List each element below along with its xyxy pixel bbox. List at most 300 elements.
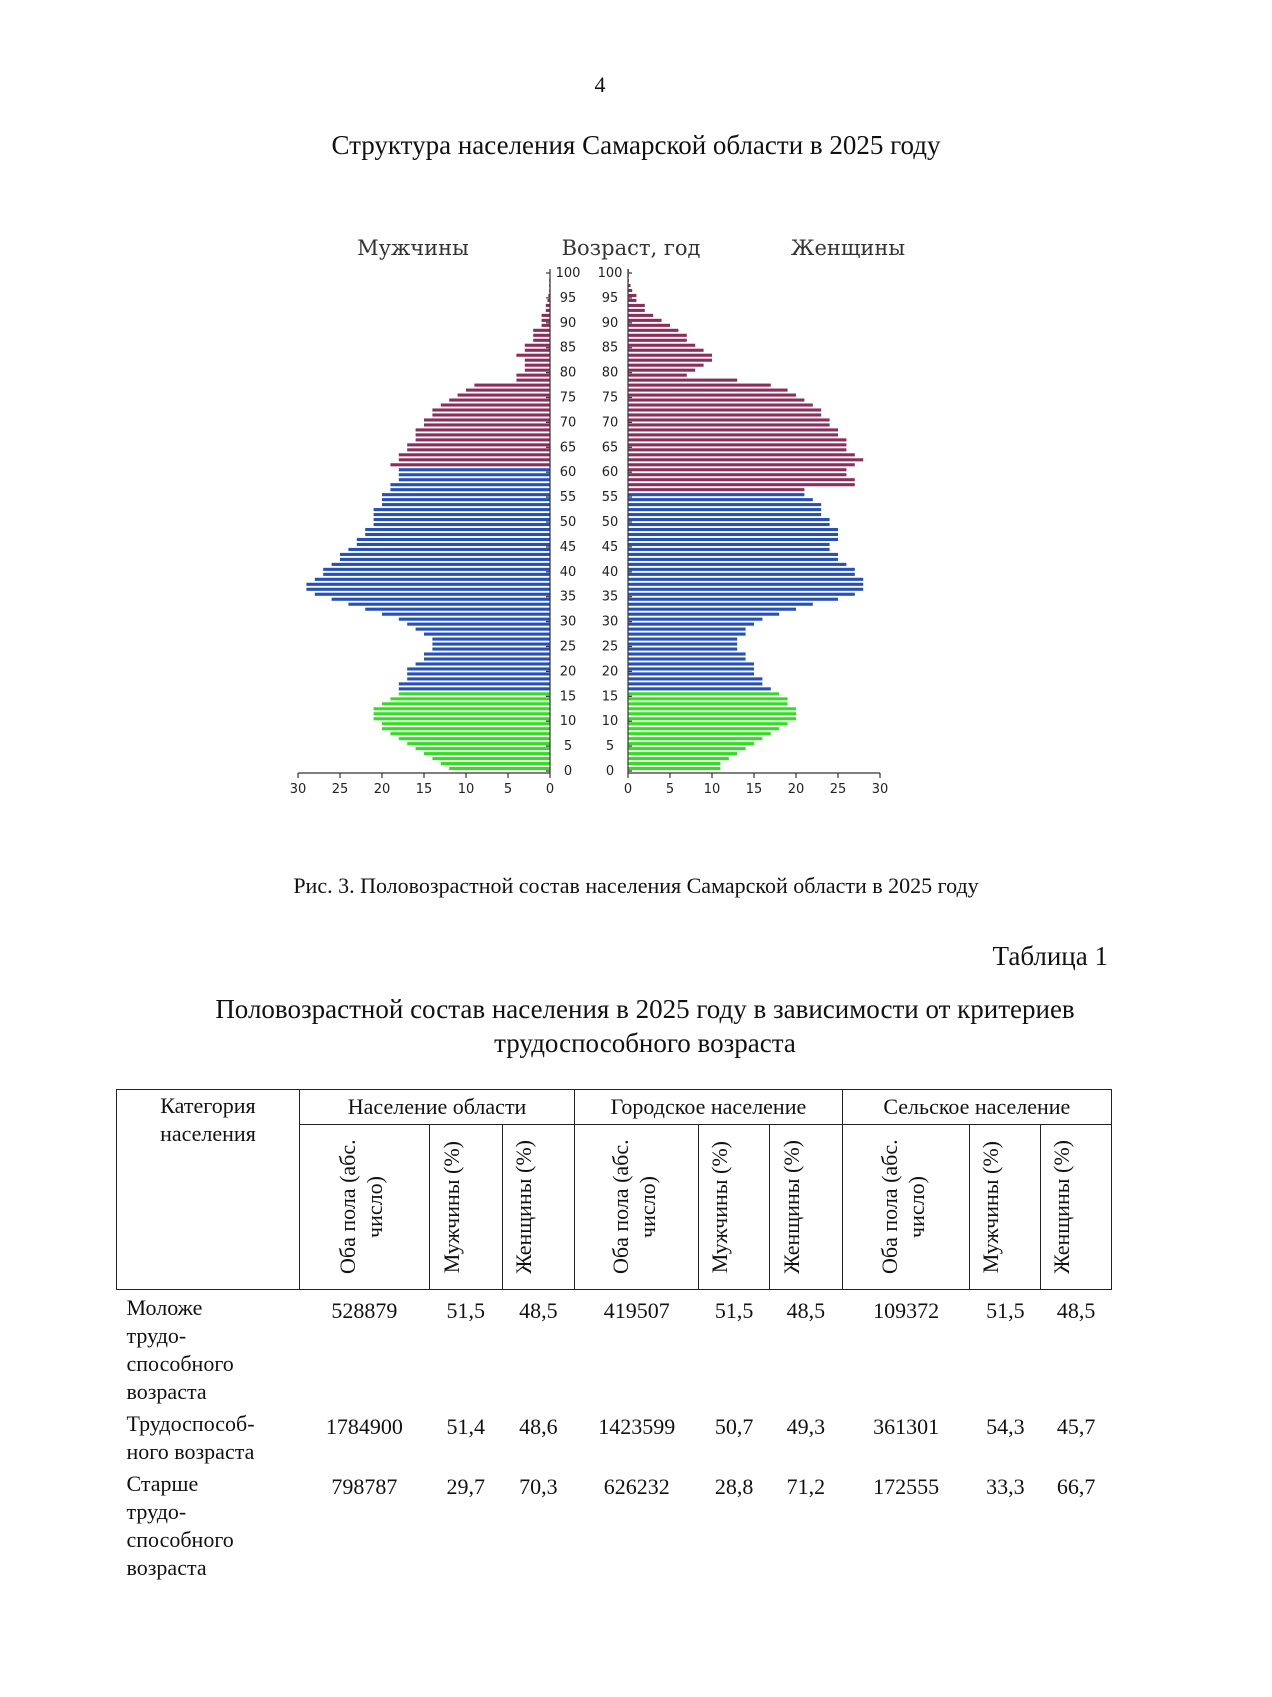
- male-bar: [399, 473, 550, 476]
- female-bar: [628, 354, 712, 357]
- male-bar: [365, 528, 550, 531]
- male-bar: [516, 379, 550, 382]
- header-both-sexes: Оба пола (абс. число): [607, 1139, 660, 1275]
- header-group-urban: Городское население: [575, 1090, 842, 1125]
- male-bar: [382, 722, 550, 725]
- female-bar: [628, 707, 796, 710]
- cell: 1423599: [598, 1414, 676, 1439]
- header-group-rural: Сельское население: [842, 1090, 1111, 1125]
- male-bar: [407, 667, 550, 670]
- cell: 51,5: [986, 1298, 1025, 1323]
- cell: 48,6: [519, 1414, 558, 1439]
- female-bar: [628, 578, 863, 581]
- female-bar: [628, 389, 788, 392]
- female-bar: [628, 732, 771, 735]
- male-bar: [525, 359, 550, 362]
- female-bar: [628, 543, 830, 546]
- age-tick-label: 35: [559, 589, 577, 605]
- age-tick-label: 30: [559, 614, 577, 630]
- male-bar: [382, 613, 550, 616]
- cell: 28,8: [714, 1474, 754, 1499]
- age-tick-label: 50: [601, 515, 619, 530]
- age-tick-label: 65: [559, 440, 577, 456]
- cell: 51,5: [446, 1298, 485, 1323]
- male-bar: [432, 643, 550, 646]
- x-tick-label: 30: [289, 782, 307, 797]
- age-tick-label: 95: [559, 290, 577, 306]
- cell: 50,7: [714, 1414, 754, 1439]
- male-bar: [390, 483, 550, 486]
- female-bar: [628, 329, 678, 332]
- male-bar: [441, 403, 550, 406]
- female-bar: [628, 324, 670, 327]
- female-bar: [628, 523, 830, 526]
- age-tick-label: 25: [601, 639, 619, 655]
- female-bar: [628, 339, 687, 342]
- x-tick-label: 0: [545, 782, 555, 797]
- female-bar: [628, 598, 838, 601]
- female-bar: [628, 742, 754, 745]
- age-tick-label: 75: [559, 390, 577, 406]
- cell: 798787: [331, 1474, 398, 1499]
- female-bar: [628, 623, 754, 626]
- age-tick-label: 15: [601, 689, 619, 705]
- male-bar: [399, 687, 550, 690]
- female-bar: [628, 518, 830, 521]
- male-bar: [432, 408, 550, 411]
- male-bar: [542, 324, 550, 327]
- male-bar: [315, 593, 550, 596]
- female-bar: [628, 468, 846, 471]
- female-bar: [628, 568, 855, 571]
- female-bar: [628, 608, 796, 611]
- male-bar: [416, 438, 550, 441]
- age-tick-label: 10: [601, 714, 619, 730]
- age-tick-label: 10: [559, 714, 577, 730]
- male-bar: [533, 334, 550, 337]
- female-bar: [628, 558, 838, 561]
- female-bar: [628, 747, 746, 750]
- age-tick-label: 70: [601, 415, 619, 431]
- male-bar: [306, 583, 550, 586]
- row-category: Моложе трудо-способного возраста: [126, 1295, 234, 1404]
- male-bar: [374, 523, 550, 526]
- male-bar: [382, 727, 550, 730]
- male-bar: [407, 677, 550, 680]
- age-tick-label: 85: [559, 340, 577, 356]
- header-group-region: Население области: [299, 1090, 574, 1125]
- cell: 51,5: [714, 1298, 754, 1323]
- age-tick-label: 35: [601, 589, 619, 605]
- age-tick-label: 45: [601, 539, 619, 555]
- female-bar: [628, 687, 771, 690]
- female-bar: [628, 712, 796, 715]
- header-category: Категория населения: [117, 1090, 300, 1290]
- female-bar: [628, 334, 687, 337]
- age-tick-label: 40: [559, 564, 577, 580]
- male-bar: [340, 558, 550, 561]
- age-tick-label: 90: [559, 315, 577, 331]
- female-bar: [628, 349, 704, 352]
- female-bar: [628, 493, 804, 496]
- female-bar: [628, 448, 846, 451]
- female-bar: [628, 478, 855, 481]
- male-bar: [399, 737, 550, 740]
- male-bar: [546, 304, 550, 307]
- male-bar: [424, 752, 550, 755]
- male-bar: [399, 682, 550, 685]
- male-bar: [474, 384, 550, 387]
- female-bar: [628, 628, 746, 631]
- header-men-pct: Мужчины (%): [978, 1140, 1004, 1274]
- female-bar: [628, 563, 846, 566]
- male-bar: [374, 712, 550, 715]
- female-bar: [628, 463, 855, 466]
- data-table: [116, 1089, 1112, 1582]
- female-bar: [628, 657, 746, 660]
- male-bar: [516, 354, 550, 357]
- female-bar: [628, 369, 695, 372]
- x-tick-label: 25: [829, 782, 847, 797]
- cell: 29,7: [446, 1474, 485, 1499]
- age-tick-label: 100: [555, 266, 581, 281]
- female-bar: [628, 647, 737, 650]
- population-pyramid-chart: [289, 225, 940, 865]
- female-bar: [628, 767, 720, 770]
- female-bar: [628, 722, 788, 725]
- female-bar: [628, 433, 838, 436]
- age-tick-label: 40: [601, 564, 619, 580]
- female-bar: [628, 638, 737, 641]
- male-bar: [390, 732, 550, 735]
- cell: 528879: [331, 1298, 398, 1323]
- female-bar: [628, 379, 737, 382]
- female-bar: [628, 294, 636, 297]
- female-bar: [628, 697, 788, 700]
- female-bars: [628, 269, 863, 770]
- male-bar: [407, 443, 550, 446]
- female-bar: [628, 652, 746, 655]
- male-bar: [424, 657, 550, 660]
- male-bar: [542, 314, 550, 317]
- male-bar: [399, 468, 550, 471]
- male-bar: [390, 697, 550, 700]
- cell: 109372: [873, 1298, 940, 1323]
- female-bar: [628, 613, 779, 616]
- male-bar: [399, 478, 550, 481]
- header-men-pct: Мужчины (%): [707, 1140, 733, 1274]
- x-tick-label: 10: [703, 782, 721, 797]
- table-row: [117, 1406, 1112, 1466]
- age-tick-label: 60: [559, 465, 577, 481]
- male-bar: [546, 309, 550, 312]
- female-bar: [628, 737, 762, 740]
- age-tick-label: 100: [597, 266, 623, 281]
- male-bar: [399, 618, 550, 621]
- female-bar: [628, 398, 804, 401]
- male-bar: [374, 518, 550, 521]
- male-bar: [424, 652, 550, 655]
- cell: 48,5: [786, 1298, 826, 1323]
- male-bar: [416, 628, 550, 631]
- female-bar: [628, 394, 796, 397]
- male-bar: [332, 598, 550, 601]
- female-bar: [628, 359, 712, 362]
- female-bar: [628, 319, 662, 322]
- cell: 172555: [873, 1474, 940, 1499]
- age-tick-label: 95: [601, 290, 619, 306]
- male-bar: [374, 513, 550, 516]
- female-bar: [628, 438, 846, 441]
- male-bar: [525, 369, 550, 372]
- x-tick-label: 15: [415, 782, 433, 797]
- male-bar: [348, 603, 550, 606]
- female-bar: [628, 498, 813, 501]
- male-bar: [357, 543, 550, 546]
- age-tick-label: 30: [601, 614, 619, 630]
- age-tick-label: 15: [559, 689, 577, 705]
- female-bar: [628, 618, 762, 621]
- female-bar: [628, 508, 821, 511]
- header-women-pct: Женщины (%): [778, 1140, 804, 1274]
- female-bar: [628, 662, 754, 665]
- table-row: [117, 1290, 1112, 1407]
- cell: 48,5: [1056, 1298, 1096, 1323]
- male-bar: [348, 548, 550, 551]
- label-age: Возраст, год: [561, 236, 701, 260]
- female-bar: [628, 289, 632, 292]
- female-bar: [628, 727, 779, 730]
- x-tick-label: 25: [331, 782, 349, 797]
- female-bar: [628, 503, 821, 506]
- label-women: Женщины: [790, 236, 906, 260]
- female-bar: [628, 299, 636, 302]
- male-bar: [382, 503, 550, 506]
- female-bar: [628, 667, 754, 670]
- male-bar: [525, 344, 550, 347]
- female-bar: [628, 553, 838, 556]
- age-tick-label: 75: [601, 390, 619, 406]
- label-men: Мужчины: [357, 236, 469, 260]
- female-bar: [628, 583, 863, 586]
- female-bar: [628, 443, 846, 446]
- male-bar: [365, 608, 550, 611]
- x-tick-label: 20: [373, 782, 391, 797]
- cell: 45,7: [1056, 1414, 1096, 1439]
- cell: 419507: [603, 1298, 670, 1323]
- female-bar: [628, 677, 762, 680]
- age-tick-label: 55: [559, 490, 577, 506]
- male-bar: [441, 762, 550, 765]
- header-men-pct: Мужчины (%): [438, 1140, 464, 1274]
- male-bar: [407, 448, 550, 451]
- male-bar: [323, 573, 550, 576]
- male-bar: [432, 647, 550, 650]
- age-tick-label: 20: [559, 664, 577, 680]
- female-bar: [628, 702, 788, 705]
- cell: 48,5: [519, 1298, 558, 1323]
- figure-caption: Рис. 3. Половозрастной состав населения Самарской области в 2025 году: [293, 873, 979, 898]
- female-bar: [628, 453, 855, 456]
- male-bar: [516, 374, 550, 377]
- female-bar: [628, 633, 746, 636]
- male-bar: [525, 364, 550, 367]
- male-bar: [533, 329, 550, 332]
- male-bar: [432, 638, 550, 641]
- male-bar: [416, 428, 550, 431]
- row-category: Трудоспособ-ного возраста: [126, 1411, 255, 1464]
- male-bar: [525, 349, 550, 352]
- female-bar: [628, 473, 846, 476]
- male-bar: [407, 623, 550, 626]
- male-bar: [357, 538, 550, 541]
- x-tick-label: 0: [623, 782, 633, 797]
- male-bar: [416, 662, 550, 665]
- age-tick-label: 80: [601, 365, 619, 381]
- cell: 71,2: [786, 1474, 826, 1499]
- header-both-sexes: Оба пола (абс. число): [335, 1139, 388, 1275]
- x-tick-label: 5: [503, 782, 513, 797]
- female-bar: [628, 403, 813, 406]
- male-bar: [424, 633, 550, 636]
- female-bar: [628, 757, 729, 760]
- female-bar: [628, 752, 737, 755]
- table-row: [117, 1466, 1112, 1582]
- age-tick-label: 25: [559, 639, 577, 655]
- female-bar: [628, 538, 838, 541]
- age-tick-label: 55: [601, 490, 619, 506]
- female-bar: [628, 692, 779, 695]
- female-bar: [628, 488, 804, 491]
- male-bar: [432, 413, 550, 416]
- female-bar: [628, 603, 813, 606]
- age-tick-label: 20: [601, 664, 619, 680]
- female-bar: [628, 593, 855, 596]
- cell: 1784900: [325, 1414, 403, 1439]
- male-bar: [449, 398, 550, 401]
- age-tick-label: 85: [601, 340, 619, 356]
- cell: 66,7: [1056, 1474, 1096, 1499]
- female-bar: [628, 314, 653, 317]
- male-bar: [458, 394, 550, 397]
- male-bar: [399, 458, 550, 461]
- female-bar: [628, 717, 796, 720]
- header-women-pct: Женщины (%): [511, 1140, 537, 1274]
- female-bar: [628, 423, 830, 426]
- age-tick-label: 45: [559, 539, 577, 555]
- male-bar: [399, 692, 550, 695]
- female-bar: [628, 309, 645, 312]
- female-bar: [628, 408, 821, 411]
- female-bar: [628, 304, 645, 307]
- male-bar: [374, 707, 550, 710]
- male-bar: [416, 433, 550, 436]
- cell: 626232: [603, 1474, 670, 1499]
- cell: 361301: [873, 1414, 940, 1439]
- header-both-sexes: Оба пола (абс. число): [877, 1139, 930, 1275]
- male-bar: [466, 389, 550, 392]
- female-bar: [628, 682, 762, 685]
- male-bar: [399, 453, 550, 456]
- male-bar: [374, 717, 550, 720]
- age-tick-label: 5: [563, 739, 573, 755]
- row-category: Старше трудо-способного возраста: [126, 1471, 234, 1580]
- female-bar: [628, 643, 737, 646]
- age-tick-label: 70: [559, 415, 577, 431]
- male-bar: [407, 742, 550, 745]
- cell: 54,3: [986, 1414, 1025, 1439]
- male-bar: [323, 568, 550, 571]
- cell: 49,3: [786, 1414, 826, 1439]
- female-bar: [628, 762, 720, 765]
- male-bar: [390, 488, 550, 491]
- age-tick-label: 90: [601, 315, 619, 331]
- male-bar: [382, 498, 550, 501]
- age-tick-label: 0: [605, 764, 615, 779]
- female-bar: [628, 458, 863, 461]
- table-title: Половозрастной состав населения в 2025 году в зависимости от критериев трудоспособного возраста: [215, 994, 1075, 1058]
- female-bar: [628, 573, 855, 576]
- table-label: Таблица 1: [992, 941, 1108, 971]
- male-bar: [416, 747, 550, 750]
- female-bar: [628, 374, 687, 377]
- male-bar: [533, 339, 550, 342]
- male-bar: [382, 493, 550, 496]
- male-bar: [374, 508, 550, 511]
- page-heading: Структура населения Самарской области в 2025 году: [331, 130, 941, 160]
- age-tick-label: 5: [605, 739, 615, 755]
- age-tick-label: 50: [559, 515, 577, 530]
- female-bar: [628, 418, 830, 421]
- female-bar: [628, 428, 838, 431]
- x-tick-label: 15: [745, 782, 763, 797]
- male-bar: [542, 319, 550, 322]
- age-tick-label: 60: [601, 465, 619, 481]
- male-bar: [382, 702, 550, 705]
- male-bar: [315, 578, 550, 581]
- male-bar: [432, 757, 550, 760]
- female-bar: [628, 533, 838, 536]
- x-tick-label: 10: [457, 782, 475, 797]
- age-tick-label: 80: [559, 365, 577, 381]
- female-bar: [628, 364, 704, 367]
- female-bar: [628, 413, 821, 416]
- male-bar: [407, 672, 550, 675]
- male-bar: [340, 553, 550, 556]
- female-bar: [628, 384, 771, 387]
- female-bar: [628, 548, 830, 551]
- male-bar: [424, 418, 550, 421]
- female-bar: [628, 344, 695, 347]
- cell: 70,3: [519, 1474, 558, 1499]
- male-bar: [424, 423, 550, 426]
- header-women-pct: Женщины (%): [1049, 1140, 1075, 1274]
- x-tick-label: 30: [871, 782, 889, 797]
- female-bar: [628, 672, 754, 675]
- age-tick-label: 65: [601, 440, 619, 456]
- female-bar: [628, 588, 863, 591]
- male-bar: [306, 588, 550, 591]
- page-number: 4: [594, 72, 606, 97]
- cell: 51,4: [446, 1414, 485, 1439]
- male-bars: [306, 279, 550, 770]
- male-bar: [390, 463, 550, 466]
- x-tick-label: 5: [665, 782, 675, 797]
- age-tick-label: 0: [563, 764, 573, 779]
- male-bar: [365, 533, 550, 536]
- cell: 33,3: [986, 1474, 1025, 1499]
- female-bar: [628, 513, 821, 516]
